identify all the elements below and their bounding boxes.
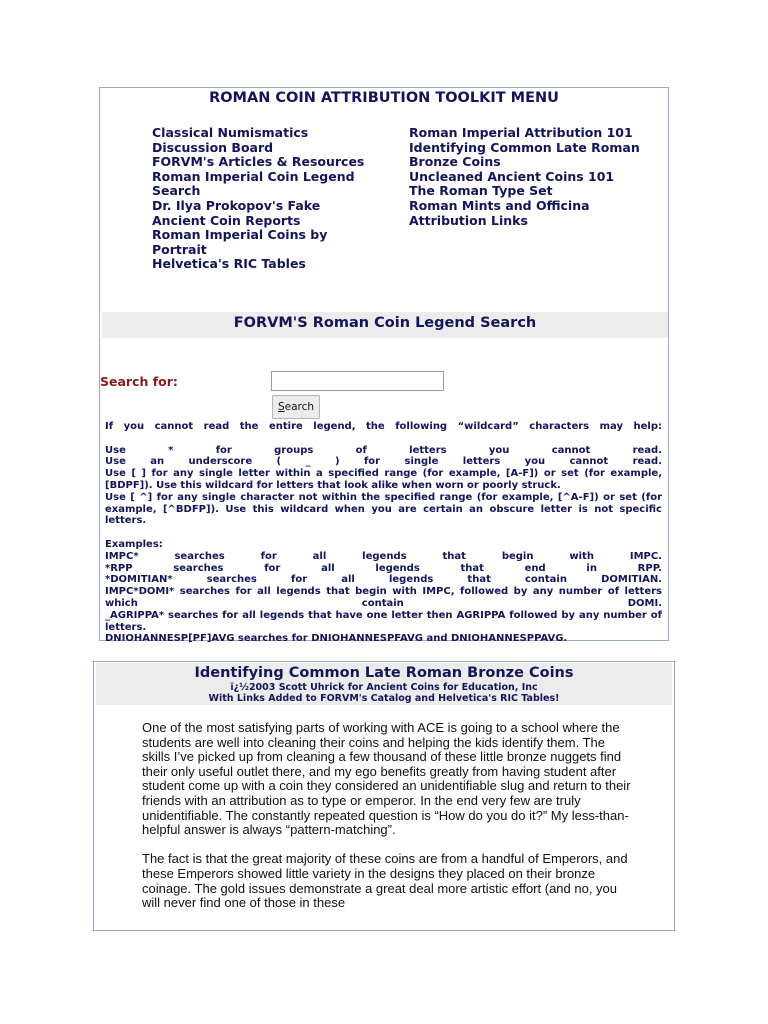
search-button-label: earch bbox=[284, 401, 315, 413]
menu-link-discussion-board[interactable]: Classical Numismatics Discussion Board bbox=[152, 125, 309, 155]
menu-link-legend-search[interactable]: Roman Imperial Coin Legend Search bbox=[152, 168, 355, 199]
menu-link-ric-tables[interactable]: Helvetica's RIC Tables bbox=[152, 256, 306, 272]
example-item: DNIOHANNESP[PF]AVG searches for DNIOHANNESPFAVG and DNIOHANNESPPAVG. bbox=[105, 633, 568, 645]
wildcard-help bbox=[105, 421, 662, 645]
menu-link-late-roman-bronze[interactable]: Identifying Common Late Roman Bronze Coins bbox=[409, 139, 640, 170]
search-input[interactable] bbox=[271, 371, 444, 391]
search-label: Search for: bbox=[100, 374, 178, 389]
example-item: *DOMITIAN* searches for all legends that contain DOMITIAN. bbox=[105, 574, 662, 586]
legend-search-header bbox=[102, 312, 668, 338]
article-paragraph: One of the most satisfying parts of working with ACE is going to a school where the students are well into cleaning their coins and helping the kids identify them. The skills I’ve picked up from cleaning a few thousand of these little bronze nuggets find their only useful outlet there, and my ego benefits greatly from having student after student come up with a coin they considered an unidentifiable slug and return to their friends with an attribution as to type or emperor. In the end very few are truly unidentifiable. The constantly repeated question is “How do you do it?” My less-than-helpful answer is always “pattern-matching”. bbox=[142, 720, 631, 838]
menu-link-fake-coin-reports[interactable]: Dr. Ilya Prokopov's Fake Ancient Coin Reports bbox=[152, 197, 321, 228]
wildcard-star: Use * for groups of letters you cannot read. bbox=[105, 444, 662, 456]
menu-link-coins-by-portrait[interactable]: Roman Imperial Coins by Portrait bbox=[152, 227, 328, 257]
menu-link-roman-type-set[interactable]: The Roman Type Set bbox=[409, 183, 553, 199]
example-item: IMPC* searches for all legends that begin with IMPC. bbox=[105, 550, 662, 562]
example-item: _AGRIPPA* searches for all legends that have one letter then AGRIPPA followed by any number of letters. bbox=[105, 609, 662, 633]
article-header bbox=[96, 663, 672, 705]
examples-label: Examples: bbox=[105, 538, 163, 550]
wildcard-underscore: Use an underscore ( _ ) for single letters you cannot read. bbox=[105, 456, 662, 468]
wildcard-brackets: Use [ ] for any single letter within a specified range (for example, [A-F]) or set (for example, [BDPF]). Use this wildcard for letters that look alike when worn or poorly struck. bbox=[105, 468, 662, 491]
menu-link-attribution-links[interactable]: Attribution Links bbox=[409, 212, 528, 228]
article-paragraph: The fact is that the great majority of these coins are from a handful of Emperors, and these Emperors showed little variety in the designs they placed on their bronze coinage. The gold issues demonstrate a great deal more artistic effort (and no, you will never find one of those in these bbox=[142, 851, 628, 911]
article-title: Identifying Common Late Roman Bronze Coins bbox=[194, 665, 574, 681]
wildcard-caret: Use [ ^] for any single character not within the specified range (for example, [^A-F]) or set (for example, [^BDFP]). Use this wildcard when you are certain an obscure letter is not specific letters. bbox=[105, 491, 662, 527]
menu-link-uncleaned-coins-101[interactable]: Uncleaned Ancient Coins 101 bbox=[409, 168, 615, 184]
menu-left-column bbox=[152, 126, 374, 272]
article-panel bbox=[93, 661, 675, 931]
article-links-note: With Links Added to FORVM's Catalog and Helvetica's RIC Tables! bbox=[208, 693, 560, 704]
legend-search-title: FORVM'S Roman Coin Legend Search bbox=[233, 315, 537, 331]
menu-link-articles-resources[interactable]: FORVM's Articles & Resources bbox=[152, 154, 365, 170]
wildcard-intro: If you cannot read the entire legend, the following “wildcard” characters may help: bbox=[105, 421, 662, 432]
article-body bbox=[142, 721, 632, 925]
menu-link-attribution-101[interactable]: Roman Imperial Attribution 101 bbox=[409, 125, 633, 140]
example-item: *RPP searches for all legends that end in RPP. bbox=[105, 562, 662, 574]
search-button[interactable] bbox=[272, 395, 320, 419]
example-item: IMPC*DOMI* searches for all legends that begin with IMPC, followed by any number of letters which contain DOMI. bbox=[105, 586, 662, 609]
menu-right-column bbox=[409, 126, 649, 228]
menu-link-mints-officina[interactable]: Roman Mints and Officina bbox=[409, 197, 590, 213]
menu-title: ROMAN COIN ATTRIBUTION TOOLKIT MENU bbox=[209, 90, 559, 106]
article-credit: ï¿½2003 Scott Uhrick for Ancient Coins for Education, Inc bbox=[230, 682, 538, 693]
search-button-accesskey: S bbox=[277, 401, 285, 413]
